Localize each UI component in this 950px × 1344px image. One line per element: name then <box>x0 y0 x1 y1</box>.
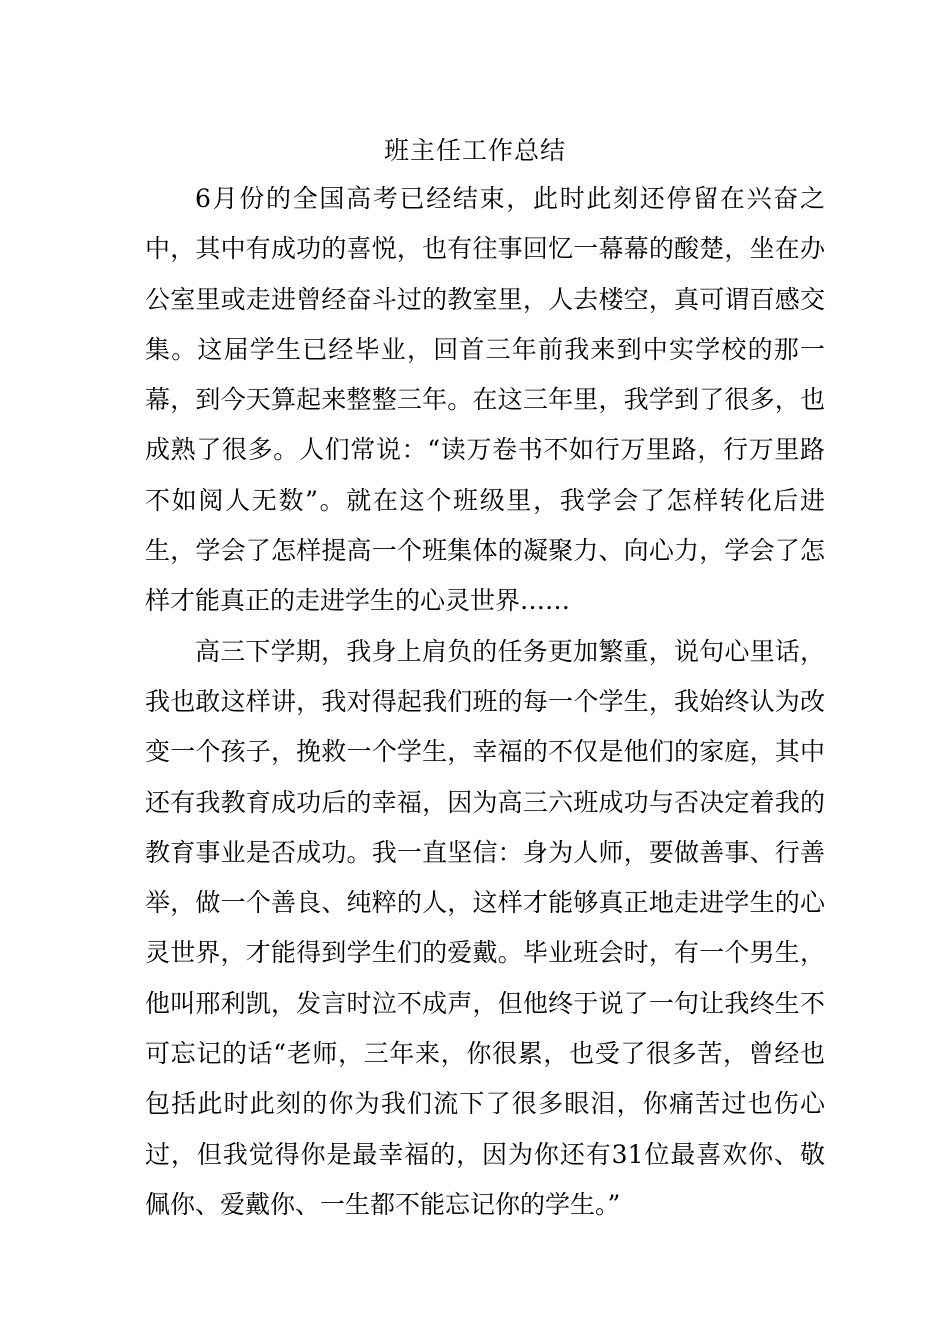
paragraph-1: 6月份的全国高考已经结束，此时此刻还停留在兴奋之中，其中有成功的喜悦，也有往事回忆一幕幕的酸楚，坐在办公室里或走进曾经奋斗过的教室里，人去楼空，真可谓百感交集。这届学生已经毕业，回首三年前我来到中实学校的那一幕，到今天算起来整整三年。在这三年里，我学到了很多，也成熟了很多。人们常说：“读万卷书不如行万里路，行万里路不如阅人无数”。就在这个班级里，我学会了怎样转化后进生，学会了怎样提高一个班集体的凝聚力、向心力，学会了怎样才能真正的走进学生的心灵世界…… <box>145 184 825 616</box>
document-title: 班主任工作总结 <box>383 136 566 165</box>
document-body <box>145 174 825 1230</box>
paragraph-2: 高三下学期，我身上肩负的任务更加繁重，说句心里话，我也敢这样讲，我对得起我们班的每一个学生，我始终认为改变一个孩子，挽救一个学生，幸福的不仅是他们的家庭，其中还有我教育成功后的幸福，因为高三六班成功与否决定着我的教育事业是否成功。我一直坚信：身为人师，要做善事、行善举，做一个善良、纯粹的人，这样才能够真正地走进学生的心灵世界，才能得到学生们的爱戴。毕业班会时，有一个男生，他叫邢利凯，发言时泣不成声，但他终于说了一句让我终生不可忘记的话“老师，三年来，你很累，也受了很多苦，曾经也包括此时此刻的你为我们流下了很多眼泪，你痛苦过也伤心过，但我觉得你是最幸福的，因为你还有31位最喜欢你、敬佩你、爱戴你、一生都不能忘记你的学生。” <box>145 636 825 1219</box>
